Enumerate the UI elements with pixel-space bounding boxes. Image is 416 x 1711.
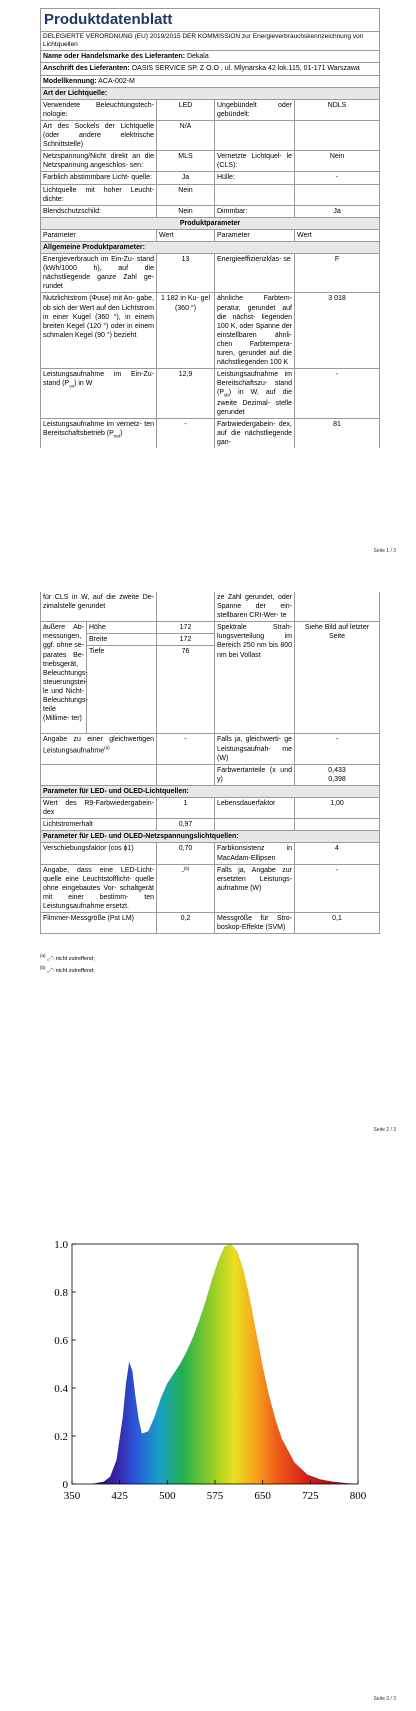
table-row [41,819,380,831]
param-label: Blendschutzschild: [41,205,157,217]
supplier-address-label: Anschrift des Lieferanten: [43,65,130,73]
lifetime-value: 1,00 [295,798,380,819]
chroma-x: 0,433 [328,766,346,774]
pon-value: 12,9 [157,369,215,419]
replace-value: -$^{(b)}$ [157,864,215,912]
spectrum-svg [40,1228,380,1528]
table-row [41,184,380,205]
x-tick-label: 425 [111,1490,128,1502]
equiv-power-value: - [295,734,380,764]
supplier-name-label: Name oder Handelsmarke des Lieferanten: [43,53,185,61]
footnote-a: $^{(a)}$ „-“: nicht zutreffend; [40,953,95,962]
y-tick-label: 0.2 [54,1431,68,1443]
param-value: Nein [157,205,215,217]
param-value [295,184,380,205]
x-tick-label: 800 [349,1490,367,1502]
page-number: Seite 2 / 3 [373,1127,396,1133]
width-value: 172 [157,634,215,646]
param-value: Ja [295,205,380,217]
lifetime-label: Lebensdauerfaktor [215,798,295,819]
page-number: Seite 1 / 3 [373,548,396,554]
param-label: Art des Sockels der Lichtquelle (oder andere elektrische Schnittstelle) [41,120,157,150]
flicker-value: 0,2 [157,913,215,934]
param-value: NDLS [295,99,380,120]
table-row [41,843,380,864]
supplier-name-value: Dekala [186,53,209,61]
param-value: LED [157,99,215,120]
product-params-header: Produktparameter [41,217,380,229]
column-header: Wert [157,229,215,241]
general-params-header: Allgemeine Produktparameter: [41,241,380,253]
datasheet-page-1 [0,0,416,562]
column-header: Wert [295,229,380,241]
depth-value: 76 [157,646,215,734]
y-tick-label: 0 [62,1479,68,1491]
spectral-value: Siehe Bild auf letzter Seite [295,622,380,734]
dpf-label: Verschiebungsfaktor (cos ϕ1) [41,843,157,864]
pon-label: Leistungsaufnahme im Ein-Zu- stand $(P_{on})$ in W [41,369,157,419]
column-header: Parameter [41,229,157,241]
cri-value: 81 [295,418,380,448]
height-value: 172 [157,622,215,634]
param-value: Nein [157,184,215,205]
width-label: Breite [87,634,157,646]
table-row [41,734,380,764]
replace-power-value: - [295,864,380,912]
pnet-value: - [157,418,215,448]
height-label: Höhe [87,622,157,634]
maint-value: 0,97 [157,819,215,831]
param-label: Lichtquelle mit hoher Leucht- dichte: [41,184,157,205]
table-row [41,99,380,120]
param-value [295,120,380,150]
param-label: Hülle: [215,172,295,184]
table-row [41,913,380,934]
footnotes [40,952,95,975]
supplier-name-row [41,51,380,63]
y-tick-label: 0.6 [54,1335,68,1347]
y-tick-label: 1.0 [54,1239,68,1251]
column-header: Parameter [215,229,295,241]
consistency-value: 4 [295,843,380,864]
dpf-value: 0,70 [157,843,215,864]
dims-label: äußere Ab- messungen, ggf. ohne se- parates Be- triebsgerät, Beleuchtungs- steuerungstei- le und Nicht- Beleuchtungs- teile (Millime- ter) [41,622,87,734]
equiv-value: - [157,734,215,764]
table-row [41,369,380,419]
r9-value: 1 [157,798,215,819]
table-row [41,120,380,150]
led-oled-header: Parameter für LED- und OLED-Lichtquellen: [41,785,380,797]
cct-label: ähnliche Farbtem- peratur, gerundet auf die nächst- liegenden 100 K, oder Spanne der einstellbaren ähnli- chen Farbtempera- turen, gerundet auf die nächstliegenden 100 K [215,293,295,369]
table-row [41,205,380,217]
datasheet-page-3 [0,1144,416,1711]
flux-value: 1 182 in Ku- gel (360 °) [157,293,215,369]
param-value: - [295,172,380,184]
chroma-value [295,764,380,785]
spectrum-area [91,1244,358,1484]
energy-label: Energieverbrauch im Ein-Zu- stand (kWh/1000 h), auf die nächstliegende ganze Zahl ge- rundet [41,254,157,293]
datasheet-page-2 [0,562,416,1144]
param-label: Dimmbar: [215,205,295,217]
table-row [41,798,380,819]
chroma-y: 0,398 [328,775,346,783]
svm-label: Messgröße für Stro- boskop-Effekte (SVM) [215,913,295,934]
supplier-address-row [41,63,380,75]
maint-label: Lichtstromerhalt [41,819,157,831]
cri-label-cont: ze Zahl gerundet, oder Spanne der ein- stellbaren CRI-Wer- te [215,592,295,622]
param-value: Ja [157,172,215,184]
table-row [41,254,380,293]
x-tick-label: 500 [159,1490,176,1502]
table-row [41,151,380,172]
spectral-distribution-chart [40,1228,380,1528]
datasheet-table-2 [40,592,380,934]
x-tick-label: 350 [63,1490,81,1502]
model-row [41,75,380,87]
depth-label: Tiefe [87,646,157,734]
table-row [41,293,380,369]
table-row [41,172,380,184]
replace-power-label: Falls ja, Angabe zur ersetzten Leistungs- aufnahme (W) [215,864,295,912]
flux-label: Nutzlichtstrom (Φuse) mit An- gabe, ob sich der Wert auf den Lichtstrom in einer Kugel (360 °), in einem breiten Kegel (120 °) oder in einem schmalen Kegel (90 °) bezieht [41,293,157,369]
page-number: Seite 3 / 3 [373,1696,396,1702]
regulation-text: DELEGIERTE VERORDNUNG (EU) 2019/2015 DER KOMMISSION zur Energieverbrauchskennzeichnung von Lichtquellen [41,31,380,51]
param-label: Verwendete Beleuchtungstech- nologie: [41,99,157,120]
led-mains-header: Parameter für LED- und OLED-Netzspannungslichtquellen: [41,831,380,843]
pnet-label: Leistungsaufnahme im vernetz- ten Bereitschaftsbetrieb $(P_{net})$ [41,418,157,448]
x-tick-label: 575 [206,1490,224,1502]
table-row [41,764,380,785]
y-tick-label: 0.4 [54,1383,68,1395]
table-row [41,864,380,912]
param-label: Farblich abstimmbare Licht- quelle: [41,172,157,184]
param-label: Netzspannung/Nicht direkt an die Netzspannung angeschlos- sen: [41,151,157,172]
consistency-label: Farbkonsistenz in MacAdam-Ellipsen [215,843,295,864]
table-row [41,592,380,622]
x-tick-label: 650 [254,1490,271,1502]
param-label [215,120,295,150]
footnote-b: $^{(b)}$ „-“: nicht zutreffend; [40,964,95,974]
lightsource-header: Art der Lichtquelle: [41,87,380,99]
svm-value: 0,1 [295,913,380,934]
efficiency-label: Energieeffizienzklas- se [215,254,295,293]
y-tick-label: 0.8 [54,1287,68,1299]
param-label: Ungebündelt oder gebündelt: [215,99,295,120]
energy-value: 13 [157,254,215,293]
equiv-label: Angabe zu einer gleichwertigen Leistungsaufnahme$^{(a)}$ [41,734,157,764]
param-value: MLS [157,151,215,172]
param-value: N/A [157,120,215,150]
model-value: ACA-002-M [98,77,135,85]
cri-label: Farbwiedergabein- dex, auf die nächstliegende gan- [215,418,295,448]
spectral-label: Spektrale Strah- lungsverteilung im Bereich 250 nm bis 800 nm bei Vollast [215,622,295,734]
r9-label: Wert des R9-Farbwiedergabein- dex [41,798,157,819]
psb-value: - [295,369,380,419]
cct-value: 3 018 [295,293,380,369]
efficiency-value: F [295,254,380,293]
param-label [215,184,295,205]
datasheet-table-1 [40,8,380,448]
page-title: Produktdatenblatt [41,9,380,32]
supplier-address-value: OASIS SERVICE SP. Z O.O , ul. Mlynarska 42 lok.115, 01-171 Warszawa [131,65,360,73]
replace-label: Angabe, dass eine LED-Licht- quelle eine Leuchtstofflicht- quelle ohne eingebautes Vor- schaltgerät mit einer bestimm- ten Leistungsaufnahme ersetzt. [41,864,157,912]
equiv-power-label: Falls ja, gleichwerti- ge Leistungsaufnah- me (W) [215,734,295,764]
column-header-row [41,229,380,241]
table-row [41,622,380,634]
chroma-label: Farbwertanteile (x und y) [215,764,295,785]
param-value: Nein [295,151,380,172]
model-label: Modellkennung: [43,77,97,85]
table-row [41,418,380,448]
x-tick-label: 725 [302,1490,319,1502]
pnet-label-cont: für CLS in W, auf die zweite De- zimalstelle gerundet [41,592,157,622]
param-label: Vernetzte Lichtquel- le (CLS): [215,151,295,172]
flicker-label: Flimmer-Messgröße (Pst LM) [41,913,157,934]
psb-label: Leistungsaufnahme im Bereitschaftszu- stand $(P_{sb})$ in W, auf die zweite Dezimal- stelle gerundet [215,369,295,419]
